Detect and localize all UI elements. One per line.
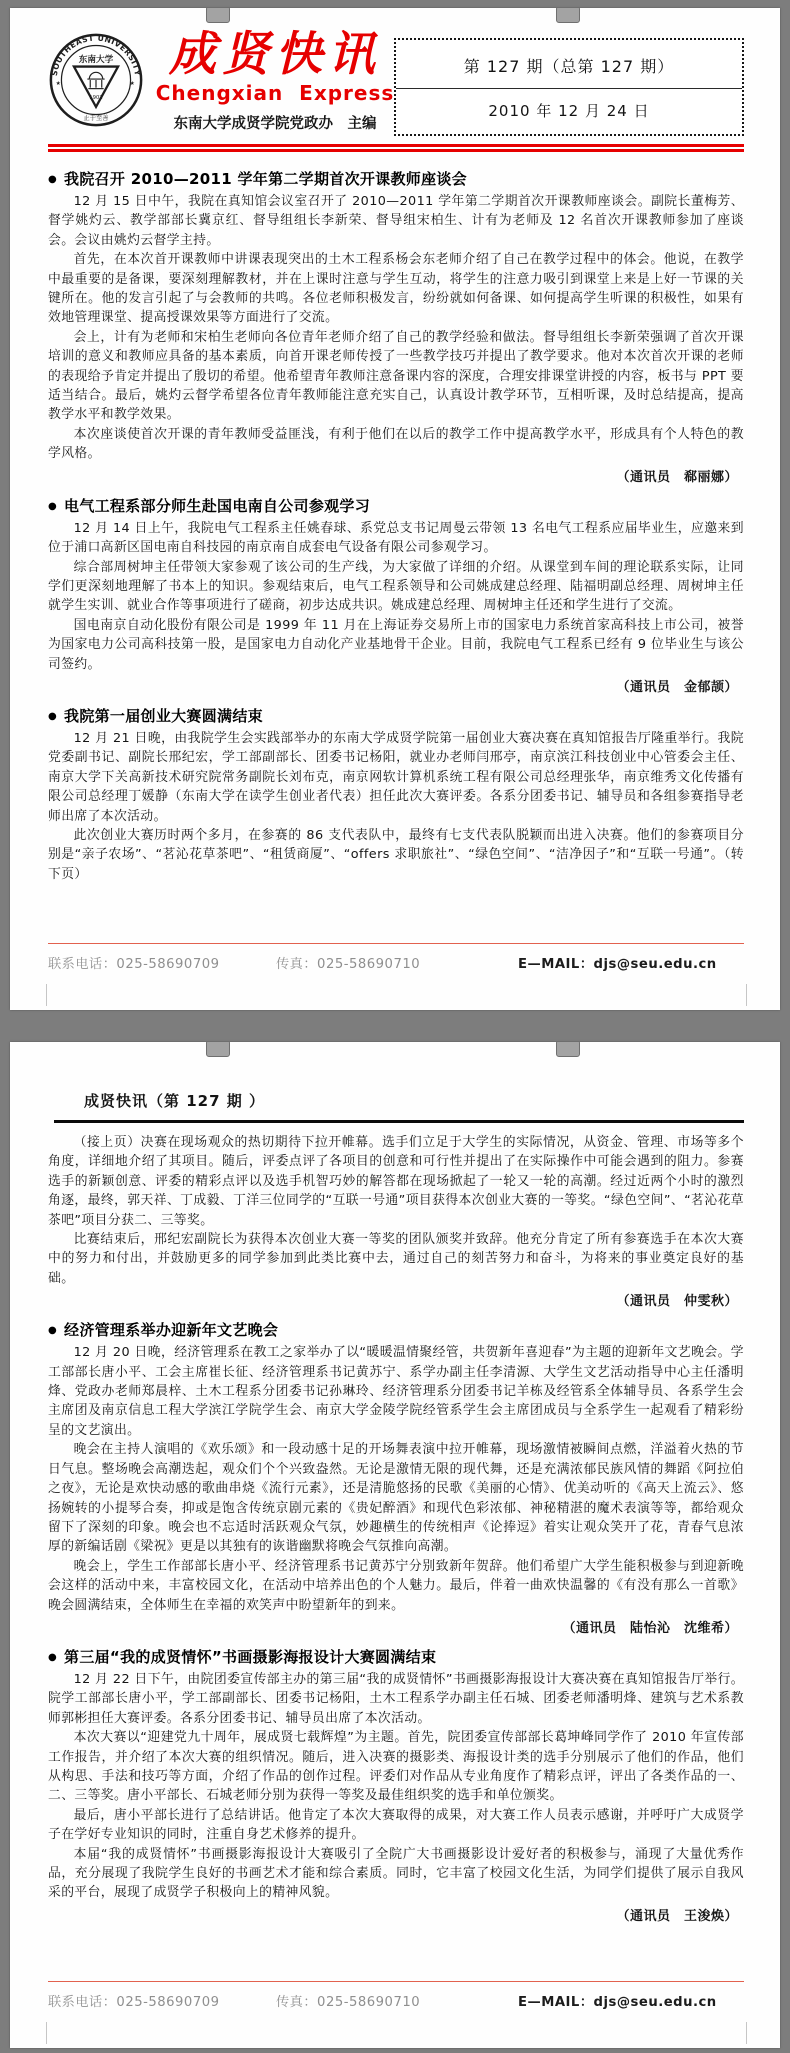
newsletter-title-cn: 成贤快讯 — [169, 27, 381, 82]
paragraph: 此次创业大赛历时两个多月，在参赛的 86 支代表队中，最终有七支代表队脱颖而出进入决赛。他们的参赛项目分别是“亲子农场”、“茗沁花草茶吧”、“租赁商厦”、“offers 求职旅社”、“绿色空间”、“洁净因子”和“互联一号通”。（转下页） — [48, 827, 744, 882]
newsletter-page-2 — [10, 1042, 780, 2048]
margin-tick — [46, 2022, 47, 2044]
seal-pavilion-icon — [87, 72, 104, 88]
byline: （通讯员 仲雯秋） — [616, 1294, 738, 1310]
byline: （通讯员 陆怡沁 沈维希） — [562, 1620, 738, 1636]
bullet-icon: ● — [48, 710, 58, 722]
contact-phone: 联系电话：025-58690709 — [48, 957, 220, 972]
editor-line: 东南大学成贤学院党政办 主编 — [173, 116, 377, 133]
contact-row — [48, 1991, 744, 2010]
paragraph: 最后，唐小平部长进行了总结讲话。他肯定了本次大赛取得的成果，对大赛工作人员表示感谢，并呼吁广大成贤学子在学好专业知识的同时，注重自身艺术修养的提升。 — [48, 1807, 744, 1843]
paragraph: 12 月 14 日上午，我院电气工程系主任姚春球、系党总支书记周曼云带领 13 名电气工程系应届毕业生，应邀来到位于浦口高新区国电南自科技园的南京南自成套电气设备有限公司参观学习。 — [48, 520, 744, 556]
article-title — [48, 1319, 744, 1340]
paragraph: 本次座谈使首次开课的青年教师受益匪浅，有利于他们在以后的教学工作中提高教学水平，形成具有个人特色的教学风格。 — [48, 426, 744, 462]
southeast-university-seal-logo — [48, 32, 144, 128]
footer-divider — [48, 943, 744, 944]
contact-email: E—MAIL：djs@seu.edu.cn — [518, 957, 717, 972]
clip-mark — [206, 8, 230, 23]
newsletter-title-en: Chengxian Express — [155, 81, 395, 106]
paragraph: 12 月 20 日晚，经济管理系在教工之家举办了以“暖暖温情聚经管，共贺新年喜迎春”为主题的迎新年文艺晚会。学工部部长唐小平、工会主席崔长征、经济管理系书记黄苏宁、系学办副主任李清源、大学生文艺活动指导中心主任潘明烽、党政办老师郑晨梓、土木工程系分团委书记孙琳玲、经济管理系分团委书记羊栋及经管系全体辅导员、各系学生会主席团及南京信息工程大学滨江学院学生会、南京大学金陵学院经管系学生会主席团成员与全系学生一起观看了精彩纷呈的文艺演出。 — [48, 1345, 744, 1438]
paragraph: 比赛结束后，邢纪宏副院长为获得本次创业大赛一等奖的团队颁奖并致辞。他充分肯定了所有参赛选手在本次大赛中的努力和付出，并鼓励更多的同学参加到此类比赛中去，通过自己的刻苦努力和奋斗，为将来的事业奠定良好的基础。 — [48, 1232, 744, 1286]
margin-tick — [46, 984, 47, 1006]
paragraph: 综合部周树坤主任带领大家参观了该公司的生产线，为大家做了详细的介绍。从课堂到车间的理论联系实际，让同学们更深刻地理解了书本上的知识。参观结束后，电气工程系领导和公司姚成建总经理、陆福明副总经理、周树坤主任就学生实训、就业合作等事项进行了磋商，初步达成共识。姚成建总经理、周树坤主任还和学生进行了交流。 — [48, 559, 744, 614]
issue-number: 第 127 期（总第 127 期） — [396, 40, 742, 89]
article-title — [48, 495, 744, 516]
masthead-divider — [48, 144, 744, 152]
masthead — [48, 27, 744, 136]
seal-cn-name: 东南大学 — [78, 54, 114, 65]
article-title-text: 电气工程系部分师生赴国电南自公司参观学习 — [64, 496, 371, 515]
article-title — [48, 705, 744, 726]
article-title-text: 我院第一届创业大赛圆满结束 — [64, 706, 263, 725]
paragraph: 本届“我的成贤情怀”书画摄影海报设计大赛吸引了全院广大书画摄影设计爱好者的积极参与，涌现了大量优秀作品，充分展现了我院学生良好的书画艺术才能和综合素质。同时，它丰富了校园文化生活，为同学们提供了展示自我风采的平台，展现了成贤学子积极向上的精神风貌。 — [48, 1846, 744, 1901]
article-title-text: 经济管理系举办迎新年文艺晚会 — [64, 1321, 279, 1340]
seal-motto: 止于至善 — [83, 114, 109, 122]
footer-divider — [48, 1981, 744, 1982]
contact-fax: 传真：025-58690710 — [276, 1995, 421, 2010]
article-title-text: 第三届“我的成贤情怀”书画摄影海报设计大赛圆满结束 — [64, 1647, 437, 1666]
masthead-titles — [155, 27, 395, 133]
seal-year: 1902 — [89, 95, 103, 102]
article-startup-contest — [48, 697, 744, 884]
byline: （通讯员 王浚焕） — [616, 1908, 738, 1924]
margin-tick — [746, 984, 747, 1006]
article-teachers-forum — [48, 160, 744, 487]
page-footer — [48, 1981, 744, 2036]
page-footer — [48, 943, 744, 998]
seal-ring-text: SOUTHEAST UNIVERSITY — [49, 33, 143, 77]
paragraph: 晚会上，学生工作部部长唐小平、经济管理系书记黄苏宁分别致新年贺辞。他们希望广大学生能积极参与到迎新晚会这样的活动中来，丰富校园文化，在活动中培养出色的个人魅力。最后，伴着一曲欢快温馨的《有没有那么一首歌》晚会圆满结束，全体师生在幸福的欢笑声中盼望新年的到来。 — [48, 1558, 744, 1613]
issue-date: 2010 年 12 月 24 日 — [488, 102, 650, 120]
article-startup-contest-continued — [48, 1133, 744, 1311]
article-title-text: 我院召开 2010—2011 学年第二学期首次开课教师座谈会 — [64, 170, 467, 188]
contact-phone: 联系电话：025-58690709 — [48, 1995, 220, 2010]
bullet-icon: ● — [48, 500, 58, 512]
bullet-icon: ● — [48, 174, 58, 185]
contact-email: E—MAIL：djs@seu.edu.cn — [518, 1995, 717, 2010]
article-electrical-visit — [48, 487, 744, 697]
page2-header-divider — [54, 1120, 744, 1123]
article-title — [48, 1646, 744, 1667]
paragraph: 首先，在本次首开课教师中讲课表现突出的土木工程系杨会东老师介绍了自己在教学过程中的体会。他说，在教学中最重要的是备课，要深刻理解教材，并在上课时注意与学生互动，将学生的注意力吸引到课堂上来是上好一节课的关键所在。他的发言引起了与会教师的共鸣。各位老师积极发言，纷纷就如何备课、如何提高学生听课的积极性，如果有效地管理课堂、提高授课效果等方面进行了交流。 — [48, 252, 744, 326]
bullet-icon: ● — [48, 1325, 58, 1337]
byline: （通讯员 金郁颉） — [616, 679, 738, 695]
paragraph: 本次大赛以“迎建党九十周年，展成贤七载辉煌”为主题。首先，院团委宣传部部长葛坤峰同学作了 2010 年宣传部工作报告，并介绍了本次大赛的组织情况。随后，进入决赛的摄影类、海报设计类的选手分别展示了他们的作品，他们从构思、手法和技巧等方面，介绍了作品的创作过程。评委们对作品从专业角度作了精彩点评，评出了各类作品的一、二、三等奖。唐小平部长、石城老师分别为获得一等奖及最佳组织奖的选手和单位颁奖。 — [48, 1730, 744, 1804]
paragraph: 12 月 15 日中午，我院在真知馆会议室召开了 2010—2011 学年第二学期首次开课教师座谈会。副院长董梅芳、督学姚灼云、教学部部长冀京红、督导组组长李新荣、督导组宋柏生、计有为老师及 12 名首次开课教师参加了座谈会。会议由姚灼云督学主持。 — [48, 194, 744, 248]
paragraph: 12 月 22 日下午，由院团委宣传部主办的第三届“我的成贤情怀”书画摄影海报设计大赛决赛在真知馆报告厅举行。院学工部部长唐小平，学工部副部长、团委书记杨阳，土木工程系学办副主任石城、团委老师潘明烽、建筑与艺术系教师郭彬担任大赛评委。各系分团委书记、辅导员出席了本次活动。 — [48, 1671, 744, 1726]
clip-mark — [206, 1042, 230, 1057]
paragraph: 晚会在主持人演唱的《欢乐颂》和一段动感十足的开场舞表演中拉开帷幕，现场激情被瞬间点燃，洋溢着火热的节日气息。整场晚会高潮迭起，观众们个个兴致盎然。无论是激情无限的现代舞，还是充满浓郁民族风情的舞蹈《阿拉伯之夜》，无论是欢快动感的歌曲串烧《流行元素》，还是清脆悠扬的民歌《美丽的心情》、优美动听的《高天上流云》、悠扬婉转的小提琴合奏，抑或是饱含传统京剧元素的《贵妃醉酒》和现代色彩浓郁、神秘精湛的魔术表演等等，都给观众留下了深刻的印象。晚会也不忘适时活跃观众气氛，妙趣横生的传统相声《论捧逗》着实让观众笑开了花，青春气息浓厚的新编话剧《梁祝》更是以其独有的诙谐幽默将晚会气氛推向高潮。 — [48, 1442, 744, 1555]
seal-star-right: ★ — [129, 80, 135, 87]
bullet-icon: ● — [48, 1651, 58, 1663]
article-art-design-contest — [48, 1638, 744, 1926]
bottom-gap — [0, 2048, 790, 2053]
seal-star-left: ★ — [55, 80, 61, 87]
margin-tick — [746, 2022, 747, 2044]
clip-mark — [556, 8, 580, 23]
paragraph: 12 月 21 日晚，由我院学生会实践部举办的东南大学成贤学院第一届创业大赛决赛在真知馆报告厅隆重举行。我院党委副书记、副院长邢纪宏，学工部副部长、团委书记杨阳，就业办老师闫邢亭，南京滨江科技创业中心管委会主任、南京大学下关高新技术研究院常务副院长刘布克，南京网软计算机系统工程有限公司总经理张华，南京维秀文化传播有限公司总经理丁媛静（东南大学在读学生创业者代表）担任此次大赛评委。各系分团委书记、辅导员和各组参赛指导老师出席了本次活动。 — [48, 730, 744, 824]
contact-row — [48, 953, 744, 972]
issue-box — [394, 38, 744, 136]
paragraph: 会上，计有为老师和宋柏生老师向各位青年老师介绍了自己的教学经验和做法。督导组组长李新荣强调了首次开课培训的意义和教师应具备的基本素质，向首开课老师传授了一些教学技巧并提出了教学要求。他对本次首次开课的老师的表现给予肯定并提出了殷切的希望。他希望青年教师注意备课内容的深度，合理安排课堂讲授的内容，板书与 PPT 要适当结合。最后，姚灼云督学希望各位青年教师能注意充实自己，认真设计教学环节，互相听课，及时总结提高，提高教学水平和教学效果。 — [48, 329, 744, 423]
article-title — [48, 168, 744, 189]
page2-running-header: 成贤快讯（第 127 期 ） — [84, 1092, 265, 1110]
paragraph: （接上页）决赛在现场观众的热切期待下拉开帷幕。选手们立足于大学生的实际情况，从资金、管理、市场等多个角度，详细地介绍了其项目。随后，评委点评了各项目的创意和可行性并提出了在实际操作中可能会遇到的阻力。参赛选手的新颖创意、评委的精彩点评以及选手机智巧妙的解答都在现场掀起了一轮又一轮的高潮。经过近两个小时的激烈角逐，最终，郭天祥、丁成毅、丁洋三位同学的“互联一号通”项目获得本次创业大赛的一等奖。“绿色空间”、“茗沁花草茶吧”项目分获二、三等奖。 — [48, 1135, 744, 1228]
article-new-year-gala — [48, 1311, 744, 1638]
contact-fax: 传真：025-58690710 — [276, 957, 421, 972]
clip-mark — [556, 1042, 580, 1057]
paragraph: 国电南京自动化股份有限公司是 1999 年 11 月在上海证券交易所上市的国家电力系统首家高科技上市公司，被誉为国家电力公司高科技第一股，是国家电力自动化产业基地骨干企业。目前，我院电气工程系已经有 9 位毕业生与该公司签约。 — [48, 617, 744, 672]
newsletter-page-1 — [10, 8, 780, 1010]
byline: （通讯员 郗丽娜） — [616, 469, 738, 485]
